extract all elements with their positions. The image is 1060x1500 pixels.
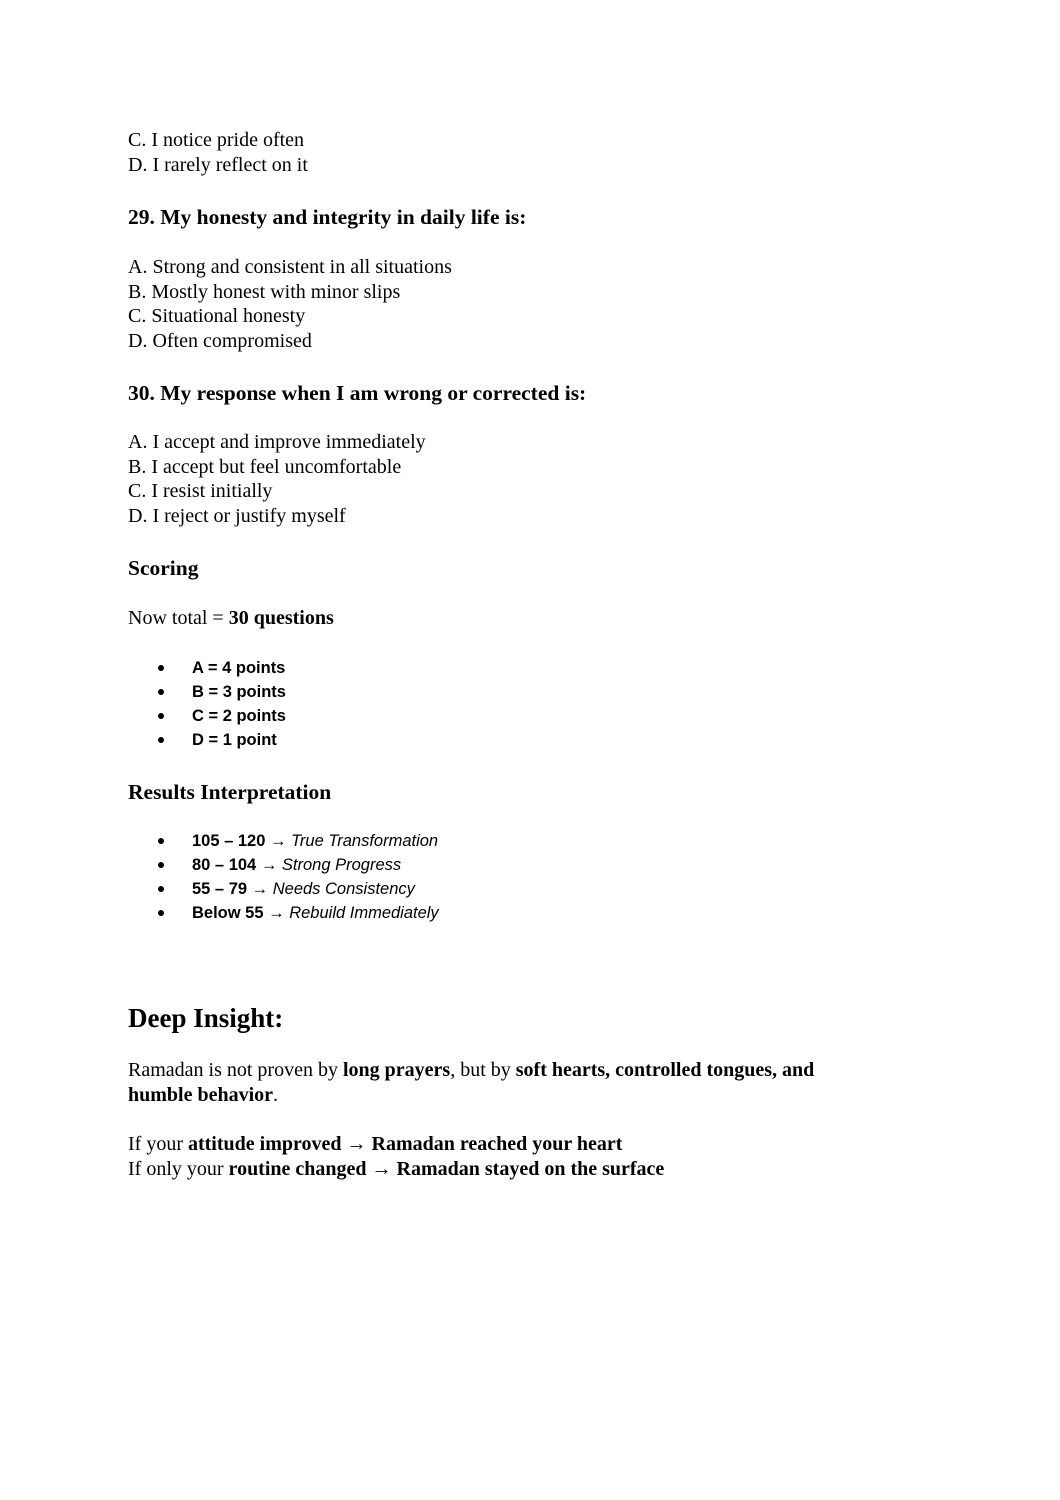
insight-paragraph-2	[128, 1132, 664, 1181]
option-c: C. I notice pride often	[128, 129, 305, 151]
question-28-options	[128, 128, 308, 177]
insight-paragraph-1	[128, 1058, 814, 1107]
option-d: D. I reject or justify myself	[128, 504, 346, 527]
bold-text: routine changed → Ramadan stayed on the surface	[228, 1157, 665, 1180]
text: Ramadan is not proven by	[128, 1059, 343, 1081]
text: .	[273, 1083, 279, 1106]
result-range: 55 – 79	[192, 880, 248, 898]
text: , but by	[450, 1059, 516, 1081]
points-a: A = 4 points	[192, 659, 286, 677]
points-c: C = 2 points	[192, 707, 286, 725]
option-b: B. I accept but feel uncomfortable	[128, 455, 402, 478]
results-section	[128, 779, 331, 805]
arrow-icon: →	[265, 832, 292, 850]
results-list	[158, 829, 439, 925]
insight-heading: Deep Insight:	[128, 1003, 284, 1033]
bullet-icon	[158, 886, 164, 892]
option-d: D. Often compromised	[128, 329, 312, 352]
scoring-total	[128, 606, 334, 631]
bullet-icon	[158, 737, 164, 743]
result-label: True Transformation	[291, 832, 439, 850]
list-item	[158, 704, 286, 728]
bullet-icon	[158, 838, 164, 844]
option-c: C. I resist initially	[128, 480, 273, 502]
insight-section	[128, 1002, 283, 1034]
question-29-title: 29. My honesty and integrity in daily life is:	[128, 205, 527, 229]
bold-text: humble behavior	[128, 1083, 274, 1106]
option-d: D. I rarely reflect on it	[128, 153, 308, 176]
bullet-icon	[158, 862, 164, 868]
total-prefix: Now total =	[128, 607, 229, 629]
option-a: A. I accept and improve immediately	[128, 431, 426, 453]
results-heading: Results Interpretation	[128, 780, 332, 804]
total-count: 30 questions	[228, 607, 334, 629]
bullet-icon	[158, 689, 164, 695]
option-a: A. Strong and consistent in all situations	[128, 256, 452, 278]
bold-text: long prayers	[342, 1059, 451, 1081]
result-range: 80 – 104	[192, 856, 257, 874]
result-label: Strong Progress	[281, 856, 402, 874]
result-range: 105 – 120	[192, 832, 266, 850]
list-item	[158, 877, 439, 901]
list-item	[158, 829, 439, 853]
arrow-icon: →	[263, 904, 290, 922]
arrow-icon: →	[256, 856, 282, 874]
question-30-options	[128, 430, 426, 528]
points-list	[158, 656, 286, 752]
scoring-section	[128, 555, 198, 581]
list-item	[158, 680, 286, 704]
list-item	[158, 728, 286, 752]
bold-text: soft hearts, controlled tongues, and	[515, 1059, 815, 1081]
bullet-icon	[158, 713, 164, 719]
question-30	[128, 380, 586, 406]
list-item	[158, 656, 286, 680]
list-item	[158, 853, 439, 877]
points-d: D = 1 point	[192, 731, 277, 749]
bold-text: attitude improved → Ramadan reached your heart	[187, 1133, 623, 1155]
option-b: B. Mostly honest with minor slips	[128, 280, 401, 303]
list-item	[158, 901, 439, 925]
result-label: Rebuild Immediately	[289, 904, 439, 922]
scoring-heading: Scoring	[128, 556, 199, 580]
option-c: C. Situational honesty	[128, 305, 306, 327]
text: If your	[128, 1133, 188, 1155]
arrow-icon: →	[247, 880, 273, 898]
result-range: Below 55	[192, 904, 264, 922]
bullet-icon	[158, 665, 164, 671]
question-29	[128, 204, 526, 230]
text: If only your	[128, 1157, 229, 1180]
question-30-title: 30. My response when I am wrong or corrected is:	[128, 381, 587, 405]
points-b: B = 3 points	[192, 683, 286, 701]
bullet-icon	[158, 910, 164, 916]
result-label: Needs Consistency	[272, 880, 415, 898]
question-29-options	[128, 255, 452, 353]
